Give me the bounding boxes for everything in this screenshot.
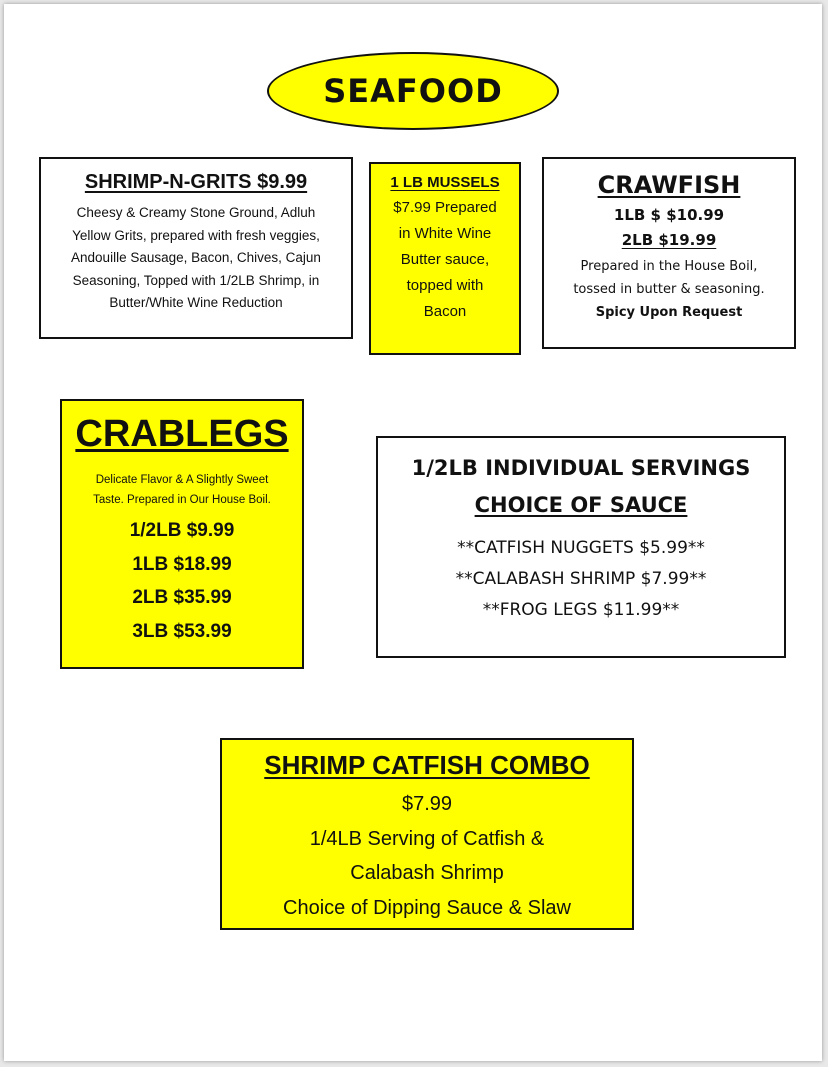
description-line: Butter sauce, [400, 251, 490, 268]
description-line: Seasoning, Topped with 1/2LB Shrimp, in [72, 272, 320, 288]
shrimp-n-grits-heading: SHRIMP-N-GRITS $9.99 [84, 171, 308, 193]
title-oval [267, 52, 559, 130]
combo-line: 1/4LB Serving of Catfish & [309, 827, 545, 850]
servings-item: **CALABASH SHRIMP $7.99** [455, 569, 707, 589]
crablegs-heading: CRABLEGS [75, 413, 289, 455]
description-line: Cheesy & Creamy Stone Ground, Adluh [76, 205, 316, 220]
description-line: Butter/White Wine Reduction [109, 295, 283, 310]
servings-item: **FROG LEGS $11.99** [482, 600, 680, 620]
description-line: in White Wine [398, 225, 492, 242]
description-line: Andouille Sausage, Bacon, Chives, Cajun [71, 250, 321, 265]
menu-page [4, 4, 822, 1061]
mussels-box [369, 162, 521, 355]
crawfish-description [550, 255, 788, 301]
description-line: Delicate Flavor & A Slightly Sweet [95, 474, 269, 486]
description-line: topped with [406, 277, 484, 294]
description-line: $7.99 Prepared [393, 199, 497, 216]
crablegs-price: 1LB $18.99 [132, 553, 232, 575]
combo-line: Calabash Shrimp [350, 862, 504, 884]
servings-subheading: CHOICE OF SAUCE [474, 493, 688, 517]
shrimp-n-grits-box [39, 157, 353, 339]
shrimp-n-grits-description [51, 202, 341, 315]
crawfish-heading: CRAWFISH [597, 171, 741, 199]
crawfish-price-1lb: 1LB $ $10.99 [613, 206, 725, 224]
crawfish-price-2lb: 2LB $19.99 [621, 231, 717, 249]
combo-line: Choice of Dipping Sauce & Slaw [283, 896, 571, 919]
mussels-description [377, 195, 513, 325]
combo-heading: SHRIMP CATFISH COMBO [264, 750, 590, 780]
combo-line: $7.99 [401, 793, 453, 815]
crablegs-price: 1/2LB $9.99 [129, 520, 235, 541]
page-title: SEAFOOD [323, 72, 503, 110]
description-line: Taste. Prepared in Our House Boil. [93, 494, 271, 506]
crablegs-description [68, 470, 296, 510]
combo-description [228, 787, 626, 925]
mussels-heading: 1 LB MUSSELS [390, 174, 500, 191]
crawfish-spicy-note: Spicy Upon Request [595, 305, 743, 320]
crablegs-box [60, 399, 304, 669]
servings-heading: 1/2LB INDIVIDUAL SERVINGS [411, 456, 751, 480]
description-line: Yellow Grits, prepared with fresh veggies, [72, 227, 320, 243]
servings-item: **CATFISH NUGGETS $5.99** [457, 538, 705, 558]
crawfish-box [542, 157, 796, 349]
crablegs-price: 2LB $35.99 [132, 587, 232, 608]
description-line: Prepared in the House Boil, [580, 259, 758, 274]
crablegs-price: 3LB $53.99 [132, 620, 232, 642]
shrimp-catfish-combo-box [220, 738, 634, 930]
description-line: Bacon [423, 303, 467, 320]
description-line: tossed in butter & seasoning. [573, 282, 765, 297]
individual-servings-box [376, 436, 786, 658]
